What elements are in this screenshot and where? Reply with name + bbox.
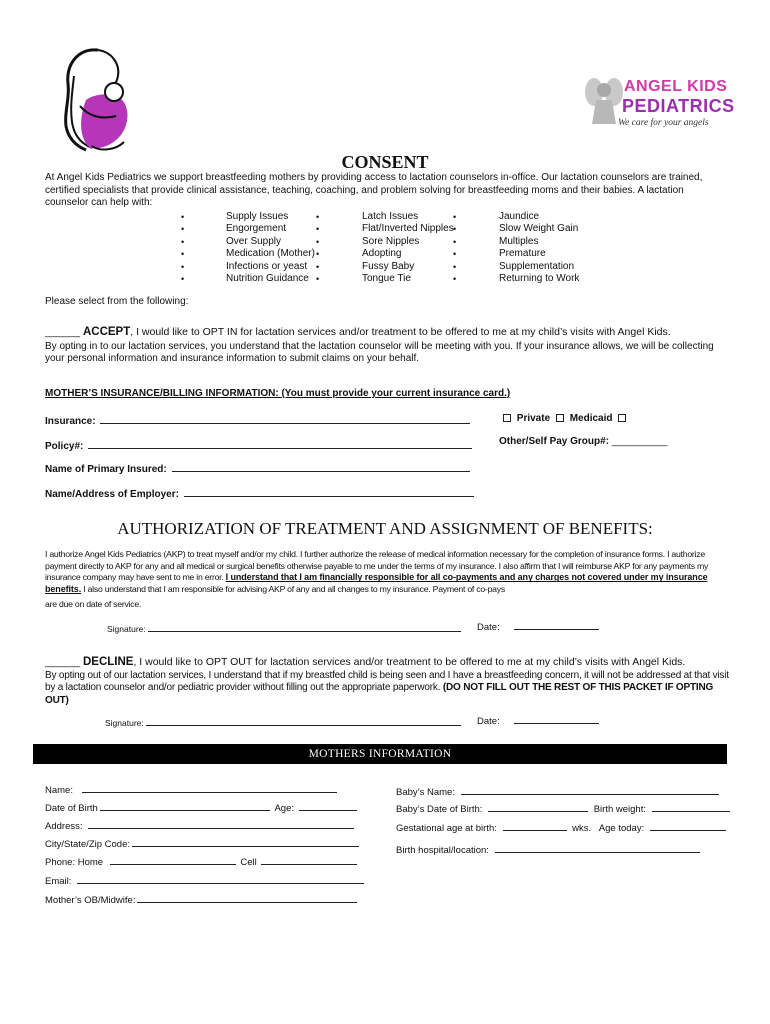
list-item: Adopting — [362, 248, 402, 260]
decline-label: DECLINE — [82, 656, 134, 668]
list-item: Jaundice — [499, 211, 540, 222]
dob-label: Date of Birth — [45, 803, 98, 814]
authorization-text-end: are due on date of service. — [45, 599, 142, 609]
address-label: Address: — [45, 821, 83, 832]
consent-title: CONSENT — [341, 152, 429, 172]
signature-label: Signature: — [105, 718, 144, 728]
list-item: Engorgement — [226, 223, 287, 235]
accept-label: ACCEPT — [82, 326, 131, 338]
other-selfpay-field[interactable] — [499, 436, 667, 447]
list-item: Medication (Mother) — [226, 248, 315, 260]
list-item: Flat/Inverted Nipples — [362, 223, 454, 235]
list-item: Latch Issues — [362, 211, 419, 222]
ob-label: Mother’s OB/Midwife: — [45, 895, 136, 906]
baby-dob-label: Baby’s Date of Birth: — [396, 804, 483, 815]
other-selfpay-blank[interactable]: __________ — [611, 436, 668, 447]
select-prompt: Please select from the following: — [45, 296, 189, 307]
mother-phone-field[interactable] — [45, 854, 357, 868]
employer-label: Name/Address of Employer: — [45, 489, 179, 500]
list-item: Slow Weight Gain — [499, 223, 579, 235]
mother-name-field[interactable] — [45, 782, 337, 796]
employer-field[interactable] — [45, 486, 474, 500]
accept-detail: By opting in to our lactation services, you understand that the lactation counselor will be meeting with you. If your insurance allows, we will be collecting your personal information and insurance information to submit claims on your behalf. — [45, 341, 714, 365]
private-medicaid-options[interactable] — [500, 413, 629, 424]
list-item: Returning to Work — [499, 273, 580, 285]
cell-label: Cell — [240, 857, 257, 868]
accept-option[interactable] — [45, 326, 735, 338]
financial-responsibility: I understand that I am financially responsible for all co-payments and any charges not covered under my insurance benefits. — [45, 572, 708, 595]
mother-baby-logo — [58, 46, 138, 154]
list-item: Fussy Baby — [362, 260, 415, 272]
insurance-heading: MOTHER’S INSURANCE/BILLING INFORMATION: (You must provide your current insurance card.) — [45, 388, 511, 399]
decline-detail: By opting out of our lactation services, I understand that if my breastfed child is being seen and I have a breastfeeding concern, it will not be addressed at that visit by a lactation counselor and/or pediatric provider without filling out the appropriate paperwork. (DO NOT FILL OUT THE REST OF THIS PACKET IF OPTING OUT) — [45, 670, 729, 706]
decline-date-field[interactable] — [477, 713, 599, 727]
phone-home-label: Phone: Home — [45, 857, 104, 868]
mother-address-field[interactable] — [45, 818, 354, 832]
mother-city-field[interactable] — [45, 836, 359, 850]
policy-field[interactable] — [45, 438, 472, 452]
insurance-field[interactable] — [45, 413, 470, 427]
policy-label: Policy#: — [45, 441, 84, 452]
insurance-label: Insurance: — [45, 416, 96, 427]
baby-name-field[interactable] — [396, 784, 719, 798]
list-item: Supply Issues — [226, 211, 289, 222]
other-selfpay-label: Other/Self Pay Group#: — [499, 436, 610, 447]
baby-dob-field[interactable] — [396, 801, 730, 815]
date-label: Date: — [477, 716, 500, 727]
city-label: City/State/Zip Code: — [45, 839, 131, 850]
bullet-column-2 — [362, 211, 454, 285]
authorization-title: AUTHORIZATION OF TREATMENT AND ASSIGNMENT OF BENEFITS: — [117, 519, 653, 538]
authorization-signature-field[interactable] — [107, 621, 461, 634]
authorization-date-field[interactable] — [477, 619, 599, 633]
age-today-label: Age today: — [598, 823, 645, 834]
list-item: Over Supply — [226, 235, 282, 247]
name-label: Name: — [45, 785, 73, 796]
bullet-column-3 — [499, 211, 579, 285]
other-checkbox[interactable] — [618, 414, 626, 422]
list-item: Infections or yeast — [226, 260, 308, 272]
angel-kids-logo — [584, 74, 734, 132]
medicaid-checkbox[interactable] — [556, 414, 564, 422]
private-label: Private — [516, 413, 551, 424]
primary-insured-field[interactable] — [45, 461, 470, 475]
list-item: Tongue Tie — [362, 273, 411, 285]
list-item: Supplementation — [499, 260, 575, 272]
list-item: Multiples — [499, 235, 539, 247]
logo-tagline: We care for your angels — [618, 118, 709, 128]
decline-text: , I would like to OPT OUT for lactation services and/or treatment to be offered to me at my child’s visits with Angel Kids. — [133, 656, 686, 668]
mother-ob-field[interactable] — [45, 892, 357, 906]
signature-label: Signature: — [107, 624, 146, 634]
decline-blank[interactable]: ______ — [45, 656, 81, 668]
authorization-text: I authorize Angel Kids Pediatrics (AKP) to treat myself and/or my child. I further authorize the release of medical information necessary for the completion of insurance forms. I authorize payment directly to AKP for any and all medical or surgical benefits otherwise payable to me under the terms of my insurance. I also affirm that I will reimburse AKP for any payments my insurance company may have sent to me in error. I understand that I am financially responsible for all co-payments and any charges not covered under my insurance benefits. I also understand that I am responsible for advising AKP of any and all changes to my insurance. Payment of co-pays — [45, 549, 709, 595]
accept-blank[interactable]: ______ — [45, 326, 81, 338]
gestational-age-field[interactable] — [396, 820, 726, 834]
bullet-list: • • • • • • Supply Issues Engorgement Over Supply Medication (Mother) Infections or yeast Nutrition Guidance • • • • • • Latch Issues Flat/Inverted Nipples Sore Nipples Adopting Fussy Baby Tongue Tie • • • • • • Jaundice Slow Weight Gain Multiples Premature Supplementation Returning to Work — [181, 211, 580, 285]
accept-text: , I would like to OPT IN for lactation services and/or treatment to be offered to me at my child’s visits with Angel Kids. — [130, 326, 671, 338]
gest-age-label: Gestational age at birth: — [396, 823, 497, 834]
bullet-column-1 — [226, 211, 315, 285]
logo-line2: PEDIATRICS — [622, 96, 735, 116]
birth-weight-label: Birth weight: — [593, 804, 646, 815]
baby-name-label: Baby’s Name: — [396, 787, 455, 798]
logo-line1: ANGEL KIDS — [624, 78, 728, 95]
list-item: Premature — [499, 248, 546, 260]
birth-hospital-label: Birth hospital/location: — [396, 845, 489, 856]
decline-option[interactable] — [45, 656, 735, 668]
list-item: Sore Nipples — [362, 235, 420, 247]
mother-dob-field[interactable] — [45, 800, 357, 814]
date-label: Date: — [477, 622, 500, 633]
mothers-info-banner — [33, 744, 727, 764]
mothers-info-title: MOTHERS INFORMATION — [308, 748, 452, 760]
primary-insured-label: Name of Primary Insured: — [45, 464, 167, 475]
email-label: Email: — [45, 876, 72, 887]
decline-signature-field[interactable] — [105, 715, 461, 728]
mother-email-field[interactable] — [45, 873, 364, 887]
medicaid-label: Medicaid — [569, 413, 613, 424]
list-item: Nutrition Guidance — [226, 273, 309, 285]
age-label: Age: — [274, 803, 294, 814]
private-checkbox[interactable] — [503, 414, 511, 422]
birth-hospital-field[interactable] — [396, 842, 700, 856]
weeks-label: wks. — [572, 823, 592, 834]
consent-intro: At Angel Kids Pediatrics we support breastfeeding mothers by providing access to lactation counselors in-office. Our lactation counselors are trained, certified specialists that provide clinical assistance, teaching, coaching, and problem solving for breastfeeding moms and their babies. A lactation counselor can help with: — [45, 172, 703, 209]
